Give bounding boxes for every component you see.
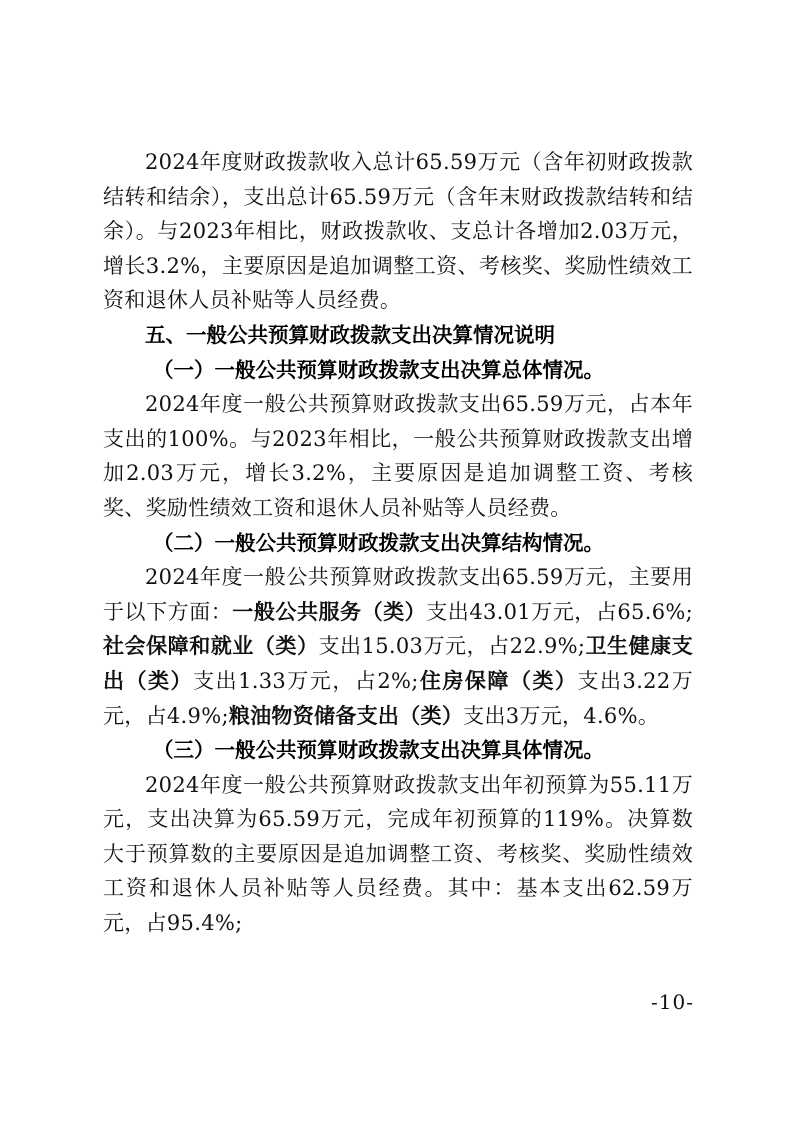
item-text-social-security: 支出15.03万元，占22.9%; — [318, 634, 586, 659]
item-text-grain-reserve: 支出3万元，4.6%。 — [463, 703, 660, 728]
item-text-health: 支出1.33万元，占2%; — [193, 668, 419, 693]
paragraph-specific-situation: 2024年度一般公共预算财政拨款支出年初预算为55.11万元，支出决算为65.59万元，完成年初预算的119%。决算数大于预算数的主要原因是追加调整工资、考核奖、奖励性绩效工资和退休人员补贴等人员经费。其中：基本支出62.59万元，占95.4%; — [103, 772, 693, 936]
paragraph-structure — [103, 560, 693, 733]
item-name-grain-reserve: 粮油物资储备支出（类） — [228, 703, 464, 728]
item-text-general-public-service: 支出43.01万元，占65.6%; — [426, 599, 693, 624]
item-text-housing: 支出3.22万元，占4.9%; — [103, 668, 694, 728]
subsection-heading-one: （一）一般公共预算财政拨款支出决算总体情况。 — [153, 357, 604, 382]
item-name-housing: 住房保障（类） — [418, 668, 578, 693]
section-heading-five: 五、一般公共预算财政拨款支出决算情况说明 — [145, 322, 555, 347]
item-name-social-security: 社会保障和就业（类） — [103, 634, 319, 659]
document-body — [103, 145, 693, 941]
paragraph-overall-situation: 2024年度一般公共预算财政拨款支出65.59万元，占本年支出的100%。与2023年相比，一般公共预算财政拨款支出增加2.03万元，增长3.2%，主要原因是追加调整工资、考核奖、奖励性绩效工资和退休人员补贴等人员经费。 — [103, 392, 693, 520]
page-number: -10- — [651, 990, 694, 1014]
paragraph-financial-total: 2024年度财政拨款收入总计65.59万元（含年初财政拨款结转和结余），支出总计65.59万元（含年末财政拨款结转和结余）。与2023年相比，财政拨款收、支总计各增加2.03万元，增长3.2%，主要原因是追加调整工资、考核奖、奖励性绩效工资和退休人员补贴等人员经费。 — [103, 150, 693, 313]
subsection-heading-three: （三）一般公共预算财政拨款支出决算具体情况。 — [153, 738, 604, 763]
structure-intro: 2024年度一般公共预算财政拨款支出65.59万元，主要用于以下方面： — [103, 565, 693, 624]
item-name-general-public-service: 一般公共服务（类） — [232, 599, 427, 624]
subsection-heading-two: （二）一般公共预算财政拨款支出决算结构情况。 — [153, 530, 604, 555]
item-name-health: 卫生健康支出（类） — [103, 634, 693, 693]
